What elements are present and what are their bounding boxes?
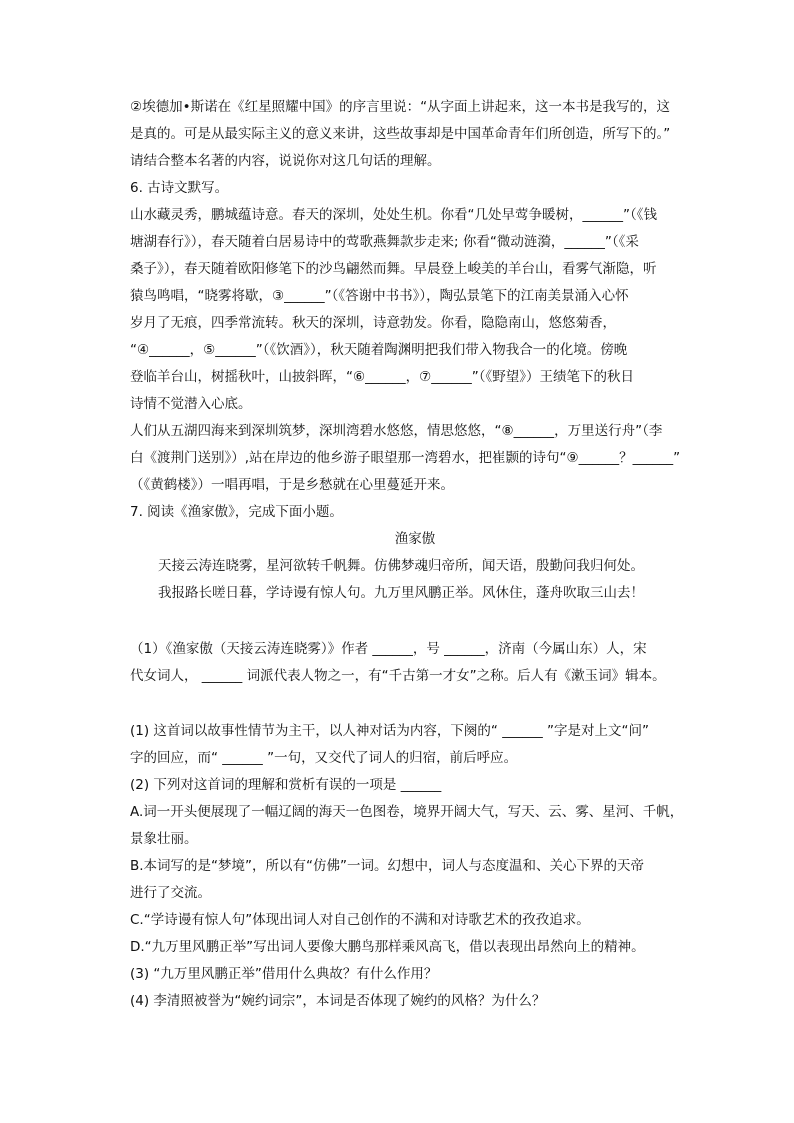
text-line: 是真的。可是从最实际主义的意义来讲，这些故事却是中国革命青年们所创造，所写下的。” <box>130 126 671 142</box>
poem-line: 天接云涛连晓雾，星河欲转千帆舞。仿佛梦魂归帝所，闻天语，殷勤问我归何处。 <box>158 558 644 574</box>
text-line: 猿鸟鸣唱，“晓雾将歇，③______”（《答谢中书书》），陶弘景笔下的江南美景涌入心怀 <box>130 288 629 304</box>
text-line: ②埃德加•斯诺在《红星照耀中国》的序言里说：“从字面上讲起来，这一本书是我写的，这 <box>130 99 671 115</box>
option-b: B.本词写的是“梦境”，所以有“仿佛”一词。幻想中，词人与态度温和、关心下界的天帝 <box>130 858 645 874</box>
text-line: 代女词人， ______ 词派代表人物之一，有“千古第一才女”之称。后人有《漱玉词》辑本。 <box>130 668 666 684</box>
option-a: A.词一开头便展现了一幅辽阔的海天一色图卷，境界开阔大气，写天、云、雾、星河、千帆， <box>130 804 684 820</box>
text-line: 白《渡荆门送别》）,站在岸边的他乡游子眼望那一湾碧水，把崔颢的诗句“⑨______？______” <box>130 450 681 466</box>
question-7 <box>130 499 700 1015</box>
text-line: (1) 这首词以故事性情节为主干，以人神对话为内容，下阕的“ ______ ”字是对上文“问” <box>130 723 649 739</box>
question-7-title: 7. 阅读《渔家傲》，完成下面小题。 <box>130 504 343 520</box>
text-line: 塘湖春行》），春天随着白居易诗中的莺歌燕舞款步走来; 你看“微动涟漪，______”（《采 <box>130 234 639 250</box>
option-c: C.“学诗谩有惊人句”体现出词人对自己创作的不满和对诗歌艺术的孜孜追求。 <box>130 912 590 928</box>
text-line: 诗情不觉潜入心底。 <box>130 396 252 412</box>
text-line: 字的回应，而“ ______ ”一句，又交代了词人的归宿，前后呼应。 <box>130 750 518 766</box>
document-page <box>130 94 700 1015</box>
text-line: 岁月了无痕，四季常流转。秋天的深圳，诗意勃发。你看，隐隐南山，悠悠菊香， <box>130 315 616 331</box>
text-line: （《黄鹤楼》）一唱再唱，于是乡愁就在心里蔓延开来。 <box>130 477 454 493</box>
text-line: 进行了交流。 <box>130 885 211 901</box>
text-line: “④______，⑤______”（《饮酒》），秋天随着陶渊明把我们带入物我合一的化境。傍晚 <box>130 342 628 358</box>
spacer <box>130 607 700 636</box>
text-line: （1）《渔家傲（天接云涛连晓雾）》作者 ______，号 ______，济南（今属山东）人，宋 <box>130 641 647 657</box>
text-line: 登临羊台山，树摇秋叶，山披斜晖，“⑥______，⑦______”（《野望》）王绩笔下的秋日 <box>130 369 634 385</box>
text-line: 请结合整本名著的内容，说说你对这几句话的理解。 <box>130 153 441 169</box>
question-6-title: 6. 古诗文默写。 <box>130 180 229 196</box>
poem-title: 渔家傲 <box>394 531 436 547</box>
poem-line: 我报路长嗟日暮，学诗谩有惊人句。九万里风鹏正举。风休住，蓬舟吹取三山去！ <box>158 585 644 601</box>
question-6 <box>130 175 700 499</box>
text-line: 山水藏灵秀，鹏城蕴诗意。春天的深圳，处处生机。你看“几处早莺争暖树，______”（《钱 <box>130 207 657 223</box>
text-line: 景象壮丽。 <box>130 831 198 847</box>
text-line: (4) 李清照被誉为“婉约词宗”，本词是否体现了婉约的风格？为什么？ <box>130 993 546 1009</box>
text-line: (3) “九万里风鹏正举”借用什么典故？有什么作用？ <box>130 966 438 982</box>
question-5-part-2 <box>130 94 700 175</box>
option-d: D.“九万里风鹏正举”写出词人要像大鹏鸟那样乘风高飞，借以表现出昂然向上的精神。 <box>130 939 645 955</box>
text-line: 桑子》），春天随着欧阳修笔下的沙鸟翩然而舞。早晨登上峻美的羊台山，看雾气渐隐，听 <box>130 261 657 277</box>
text-line: 人们从五湖四海来到深圳筑梦，深圳湾碧水悠悠，情思悠悠，“⑧______，万里送行舟”（李 <box>130 423 663 439</box>
text-line: (2) 下列对这首词的理解和赏析有误的一项是 ______ <box>130 777 442 793</box>
spacer <box>130 690 700 718</box>
